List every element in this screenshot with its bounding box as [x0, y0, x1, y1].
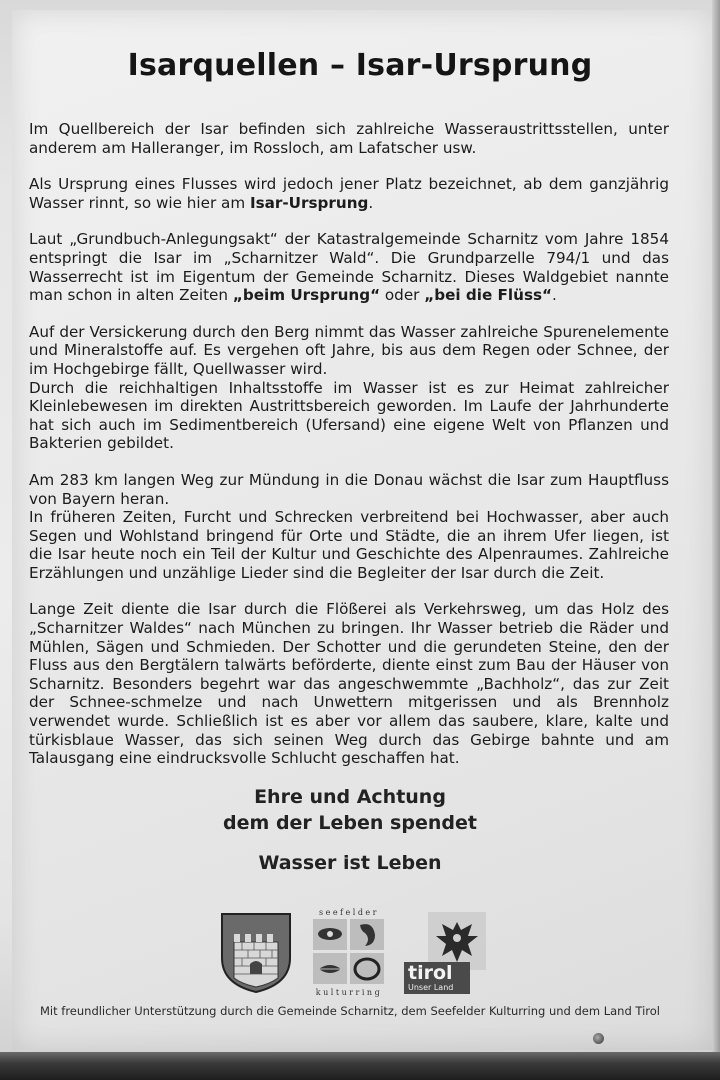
- sign-edge: [712, 0, 720, 1052]
- kulturring-bottom-label: kulturring: [315, 988, 383, 997]
- paragraph-5: Am 283 km langen Weg zur Mündung in die Donau wächst die Isar zum Hauptfluss von Bayern heran. In früheren Zeiten, Furcht und Schrecken verbreitend bei Hochwasser, aber auch Segen und Wohlstand bringend für Orte und Städte, die an ihrem Ufer liegen, ist die Isar heute noch ein Teil der Kultur und Geschichte des Alpenraumes. Zahlreiche Erzählungen und unzählige Lieder sind die Begleiter der Isar durch die Zeit.: [29, 470, 669, 582]
- paragraph-1: Im Quellbereich der Isar befinden sich zahlreiche Wasseraustrittsstellen, unter anderem am Halleranger, im Rossloch, am Lafatscher usw.: [29, 120, 669, 157]
- closing-line-3: Wasser ist Leben: [258, 852, 442, 874]
- tirol-logo: [404, 912, 486, 996]
- paragraph-6: Lange Zeit diente die Isar durch die Flößerei als Verkehrsweg, um das Holz des „Scharnitzer Waldes“ nach München zu bringen. Ihr Wasser betrieb die Räder und Mühlen, Sägen und Schmieden. Der Schotter und die gerundeten Steine, den der Fluss aus den Bergtälern talwärts beförderte, diente einst zum Bau der Häuser von Scharnitz. Besonders begehrt war das angeschwemmte „Bachholz“, das zur Zeit der Schnee-schmelze und nach Unwettern mitgerissen und als Brennholz verwendet wurde. Schließlich ist es aber vor allem das saubere, klare, kalte und türkisblaue Wasser, das sich seinen Weg durch das Gebirge bahnte und am Talausgang eine eindrucksvolle Schlucht geschaffen hat.: [29, 600, 669, 768]
- sponsor-footer: Mit freundlicher Unterstützung durch die Gemeinde Scharnitz, dem Seefelder Kulturring und dem Land Tirol: [39, 1004, 660, 1018]
- sign-frame-bottom: [0, 1052, 720, 1080]
- scharnitz-coat-of-arms-icon: [220, 912, 292, 994]
- paragraph-2: Als Ursprung eines Flusses wird jedoch jener Platz bezeichnet, ab dem ganzjährig Wasser rinnt, so wie hier am Isar-Ursprung.: [29, 175, 669, 212]
- kulturring-top-label: seefelder: [318, 908, 379, 917]
- sponsor-logos: [0, 908, 720, 998]
- tirol-logo-subtext: Unser Land: [408, 983, 454, 992]
- sign-screw: [593, 1033, 604, 1044]
- sign-title: Isarquellen – Isar-Ursprung: [127, 48, 593, 83]
- closing-line-1: Ehre und Achtung: [254, 786, 446, 808]
- kulturring-symbols-icon: [313, 919, 385, 985]
- paragraph-4: Auf der Versickerung durch den Berg nimmt das Wasser zahlreiche Spurenelemente und Mineralstoffe auf. Es vergehen oft Jahre, bis aus dem Regen oder Schnee, der im Hochgebirge fällt, Quellwasser wird. Durch die reichhaltigen Inhaltsstoffe im Wasser ist es zur Heimat zahlreicher Kleinlebewesen im direkten Austrittsbereich geworden. Im Laufe der Jahrhunderte hat sich auch im Sedimentbereich (Ufersand) eine eigene Welt von Pflanzen und Bakterien gebildet.: [29, 322, 669, 453]
- paragraph-3: Laut „Grundbuch-Anlegungsakt“ der Katastralgemeinde Scharnitz vom Jahre 1854 entspringt die Isar im „Scharnitzer Wald“. Die Grundparzelle 794/1 und das Wasserrecht ist im Eigentum der Gemeinde Scharnitz. Dieses Waldgebiet nannte man schon in alten Zeiten „beim Ursprung“ oder „bei die Flüss“.: [29, 230, 669, 305]
- seefelder-kulturring-logo: [310, 908, 388, 998]
- closing-line-2: dem der Leben spendet: [223, 812, 477, 834]
- sign-body-text: [29, 120, 669, 786]
- tirol-logo-text: tirol: [408, 962, 453, 984]
- tirol-eagle-icon: [432, 916, 482, 966]
